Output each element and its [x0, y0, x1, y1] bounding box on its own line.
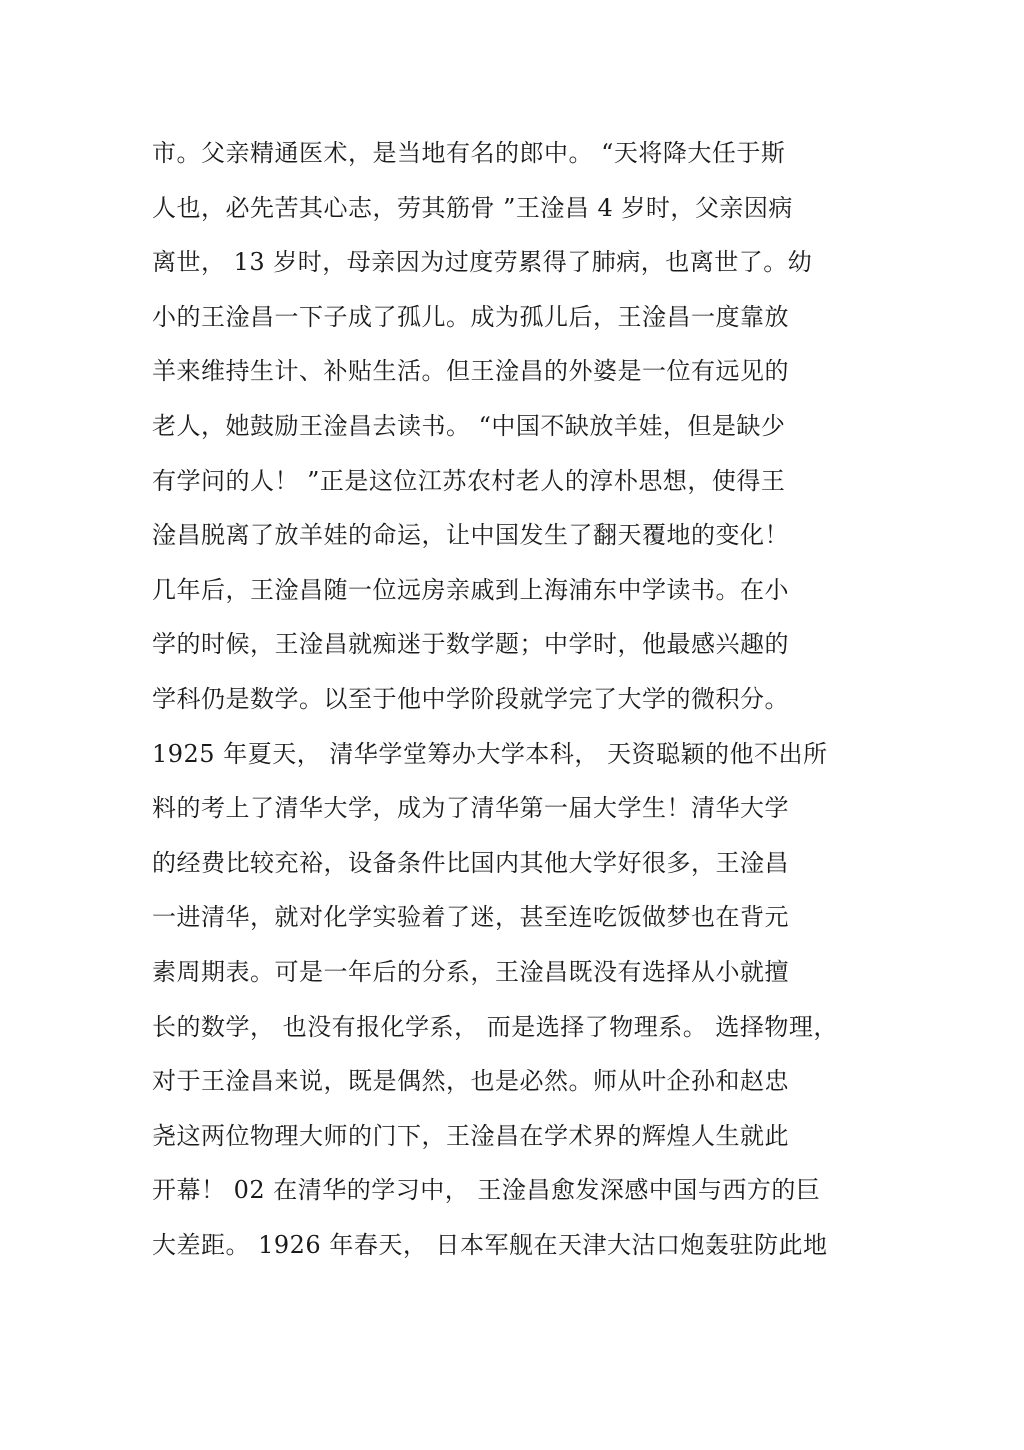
text-line: 1925 年夏天， 清华学堂筹办大学本科， 天资聪颖的他不出所	[152, 739, 828, 768]
body-text	[152, 126, 852, 1272]
text-line: 市。父亲精通医术，是当地有名的郎中。 “天将降大任于斯	[152, 139, 786, 167]
text-line: 大差距。 1926 年春天， 日本军舰在天津大沽口炮轰驻防此地	[152, 1230, 828, 1259]
text-line: 料的考上了清华大学，成为了清华第一届大学生！清华大学	[152, 794, 789, 823]
text-line: 一进清华，就对化学实验着了迷，甚至连吃饭做梦也在背元	[152, 903, 789, 932]
text-line: 人也，必先苦其心志，劳其筋骨 ”王淦昌 4 岁时，父亲因病	[152, 193, 793, 222]
text-line: 有学问的人！ ”正是这位江苏农村老人的淳朴思想，使得王	[152, 466, 786, 495]
text-line: 长的数学， 也没有报化学系， 而是选择了物理系。 选择物理，	[152, 1012, 838, 1041]
text-line: 羊来维持生计、补贴生活。但王淦昌的外婆是一位有远见的	[152, 357, 789, 386]
text-line: 淦昌脱离了放羊娃的命运，让中国发生了翻天覆地的变化！	[152, 521, 789, 550]
text-line: 的经费比较充裕，设备条件比国内其他大学好很多，王淦昌	[152, 848, 789, 877]
text-line: 老人，她鼓励王淦昌去读书。 “中国不缺放羊娃，但是缺少	[152, 411, 786, 440]
text-line: 素周期表。可是一年后的分系，王淦昌既没有选择从小就擅	[152, 957, 789, 986]
text-line: 对于王淦昌来说，既是偶然，也是必然。师从叶企孙和赵忠	[152, 1067, 789, 1096]
text-line: 学的时候，王淦昌就痴迷于数学题；中学时，他最感兴趣的	[152, 630, 789, 659]
text-line: 离世， 13 岁时，母亲因为过度劳累得了肺病，也离世了。幼	[152, 248, 813, 277]
text-line: 开幕！ 02 在清华的学习中， 王淦昌愈发深感中国与西方的巨	[152, 1176, 821, 1205]
text-line: 学科仍是数学。以至于他中学阶段就学完了大学的微积分。	[152, 684, 789, 713]
text-line: 几年后，王淦昌随一位远房亲戚到上海浦东中学读书。在小	[152, 575, 789, 604]
text-line: 小的王淦昌一下子成了孤儿。成为孤儿后，王淦昌一度靠放	[152, 302, 789, 331]
text-line: 尧这两位物理大师的门下，王淦昌在学术界的辉煌人生就此	[152, 1121, 789, 1150]
